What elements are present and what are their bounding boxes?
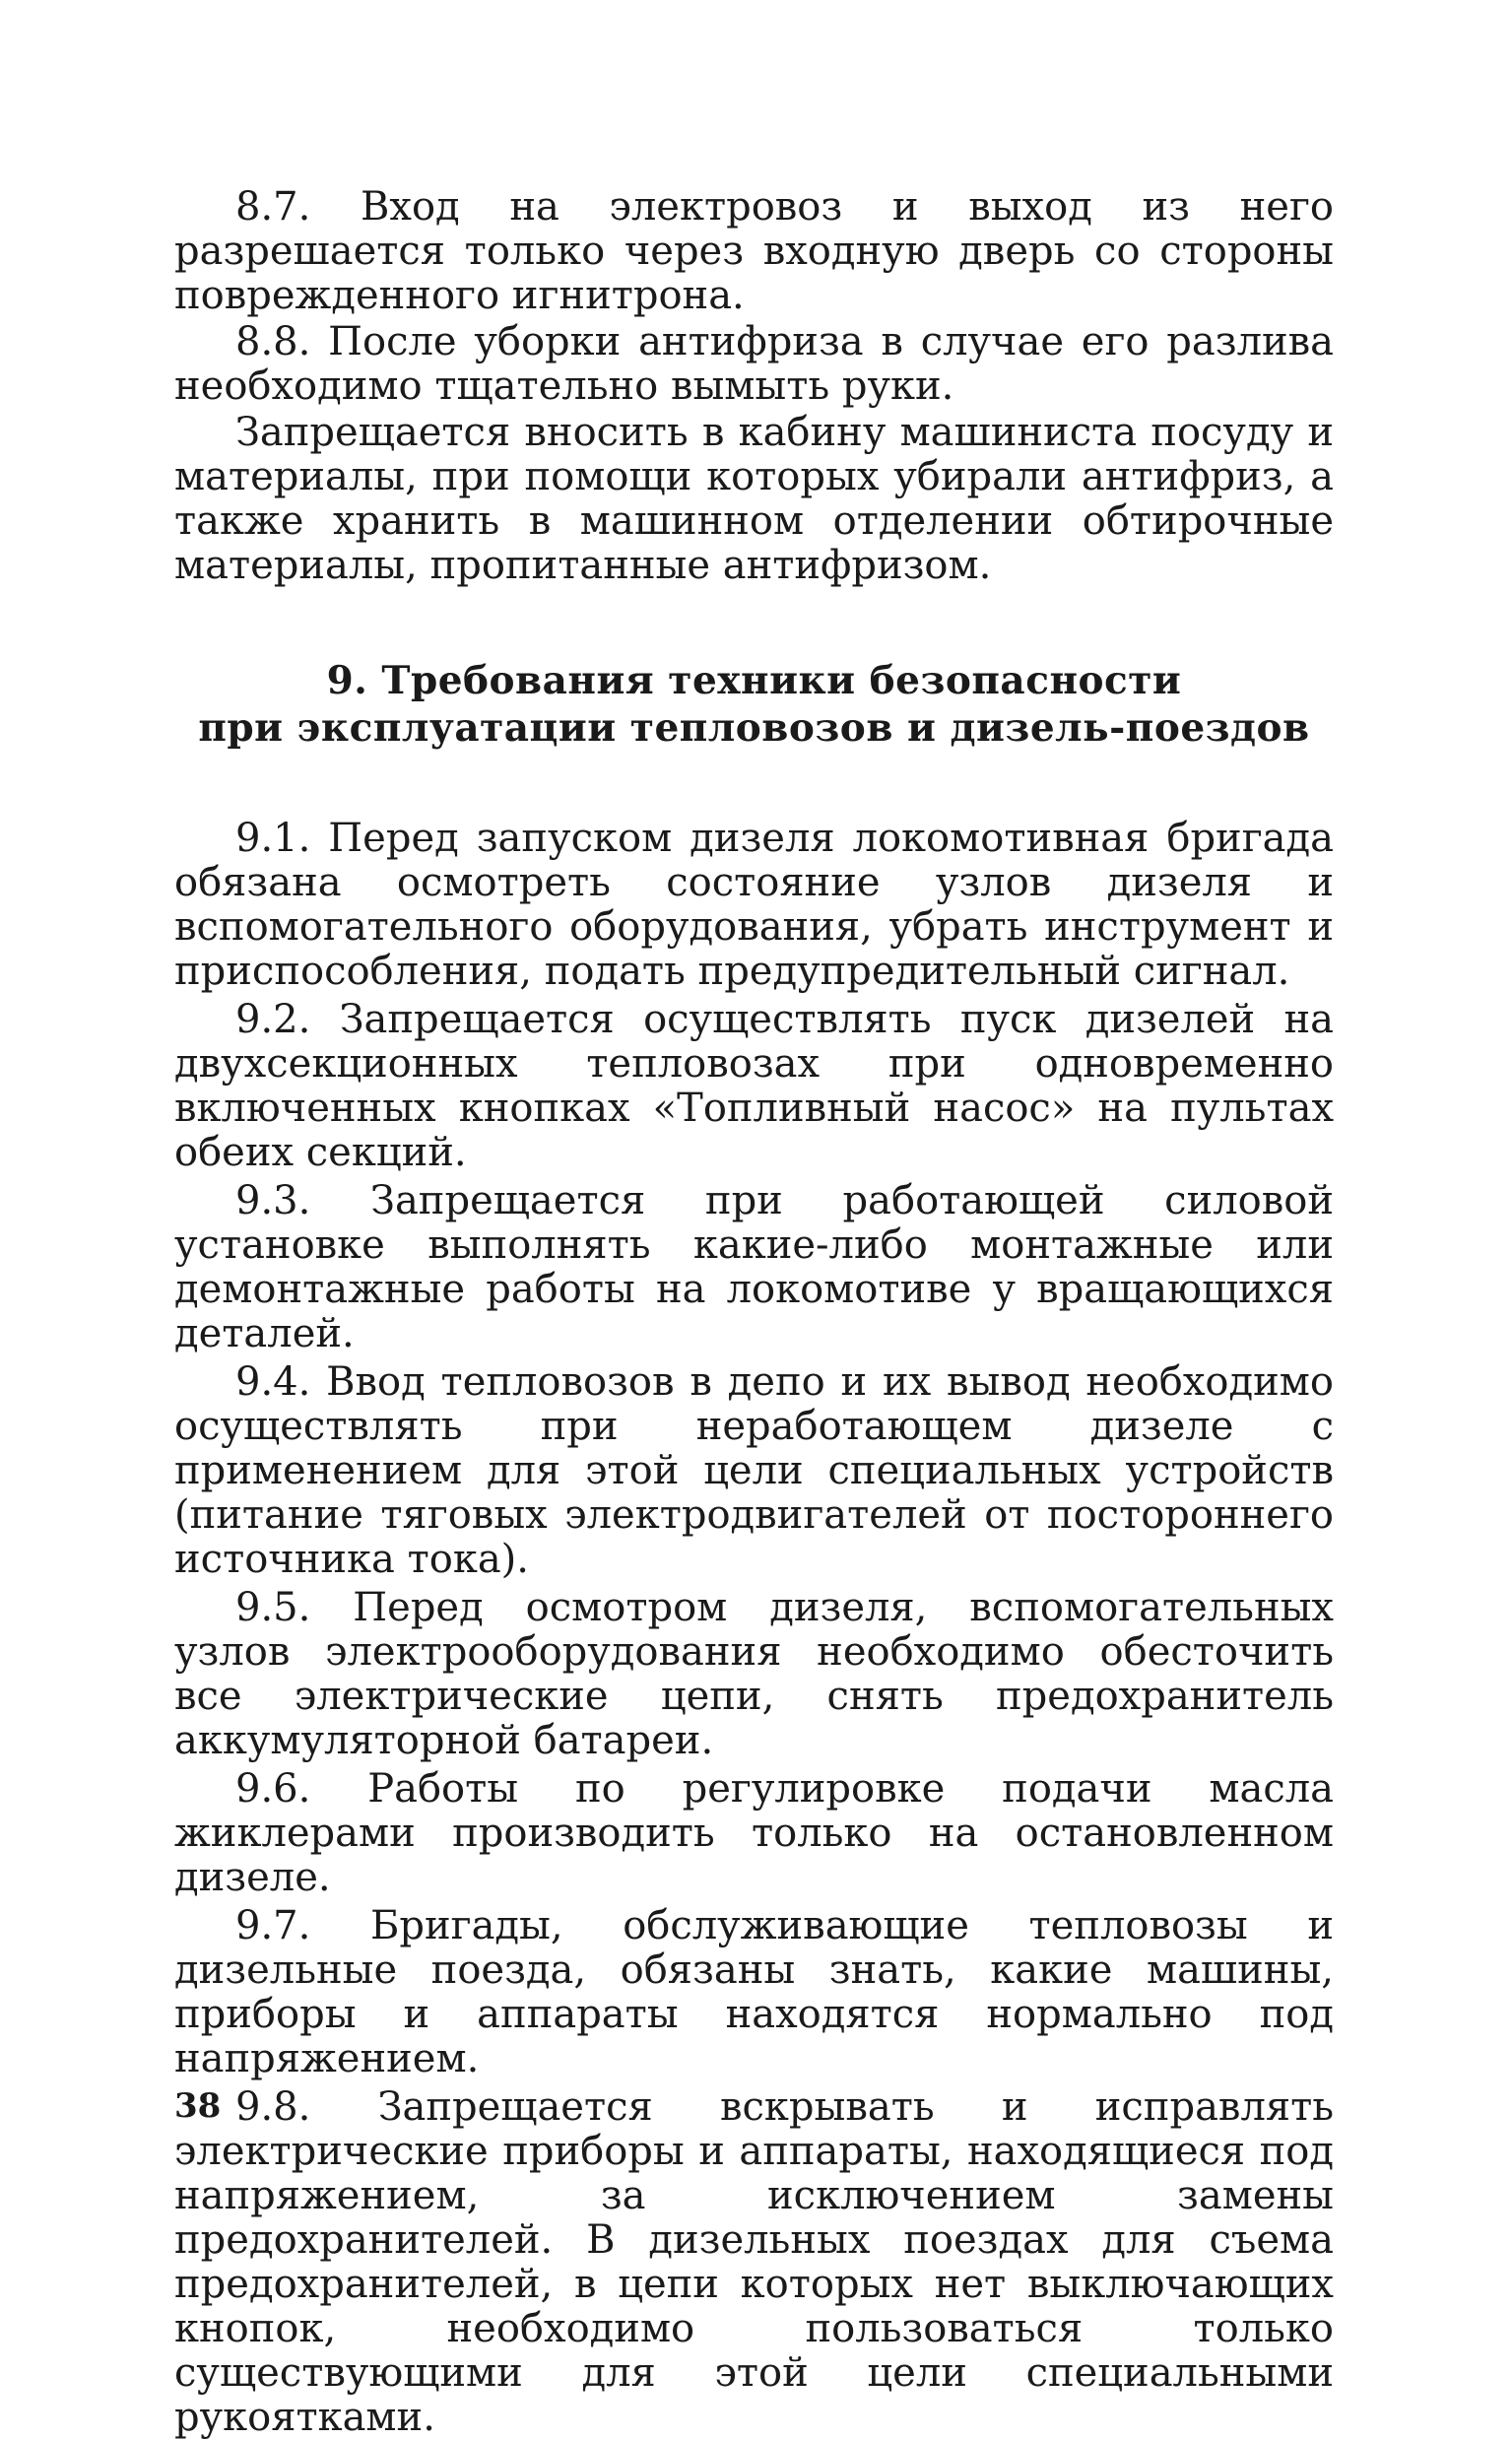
- paragraph-9-8: 9.8. Запрещается вскрывать и исправлять электрические приборы и аппараты, находящиеся под напряжением, за исключением замены предохранителей. В дизельных поездах для съема предохранителей, в цепи которых нет выключающих кнопок, необходимо пользоваться только существующими для этой цели специальными рукоятками.: [174, 2084, 1334, 2440]
- section-9-heading-line-1: 9. Требования техники безопасности: [326, 658, 1182, 703]
- paragraph-9-2: 9.2. Запрещается осуществлять пуск дизелей на двухсекционных тепловозах при одновременно включенных кнопках «Топливный насос» на пультах обеих секций.: [174, 997, 1334, 1175]
- section-9-heading-line-2: при эксплуатации тепловозов и дизель-поездов: [198, 705, 1310, 751]
- page-body: [174, 185, 1334, 2440]
- paragraph-9-7: 9.7. Бригады, обслуживающие тепловозы и дизельные поезда, обязаны знать, какие машины, приборы и аппараты находятся нормально под напряжением.: [174, 1903, 1334, 2081]
- paragraph-9-4: 9.4. Ввод тепловозов в депо и их вывод необходимо осуществлять при неработающем дизеле с применением для этой цели специальных устройств (питание тяговых электродвигателей от постороннего источника тока).: [174, 1359, 1334, 1582]
- paragraph-8-7: 8.7. Вход на электровоз и выход из него разрешается только через входную дверь со стороны поврежденного игнитрона.: [174, 184, 1334, 318]
- section-9-heading: [174, 657, 1334, 752]
- paragraph-9-1: 9.1. Перед запуском дизеля локомотивная бригада обязана осмотреть состояние узлов дизеля и вспомогательного оборудования, убрать инструмент и приспособления, подать предупредительный сигнал.: [174, 816, 1334, 994]
- paragraph-9-6: 9.6. Работы по регулировке подачи масла жиклерами производить только на остановленном дизеле.: [174, 1766, 1334, 1900]
- paragraph-8-8: 8.8. После уборки антифриза в случае его разлива необходимо тщательно вымыть руки.: [174, 319, 1334, 409]
- paragraph-8-8-prohibition: Запрещается вносить в кабину машиниста посуду и материалы, при помощи которых убирали антифриз, а также хранить в машинном отделении обтирочные материалы, пропитанные антифризом.: [174, 410, 1334, 588]
- paragraph-9-3: 9.3. Запрещается при работающей силовой установке выполнять какие-либо монтажные или демонтажные работы на локомотиве у вращающихся деталей.: [174, 1178, 1334, 1356]
- paragraph-9-5: 9.5. Перед осмотром дизеля, вспомогательных узлов электрооборудования необходимо обесточить все электрические цепи, снять предохранитель аккумуляторной батареи.: [174, 1585, 1334, 1763]
- page-number: 38: [174, 2086, 222, 2126]
